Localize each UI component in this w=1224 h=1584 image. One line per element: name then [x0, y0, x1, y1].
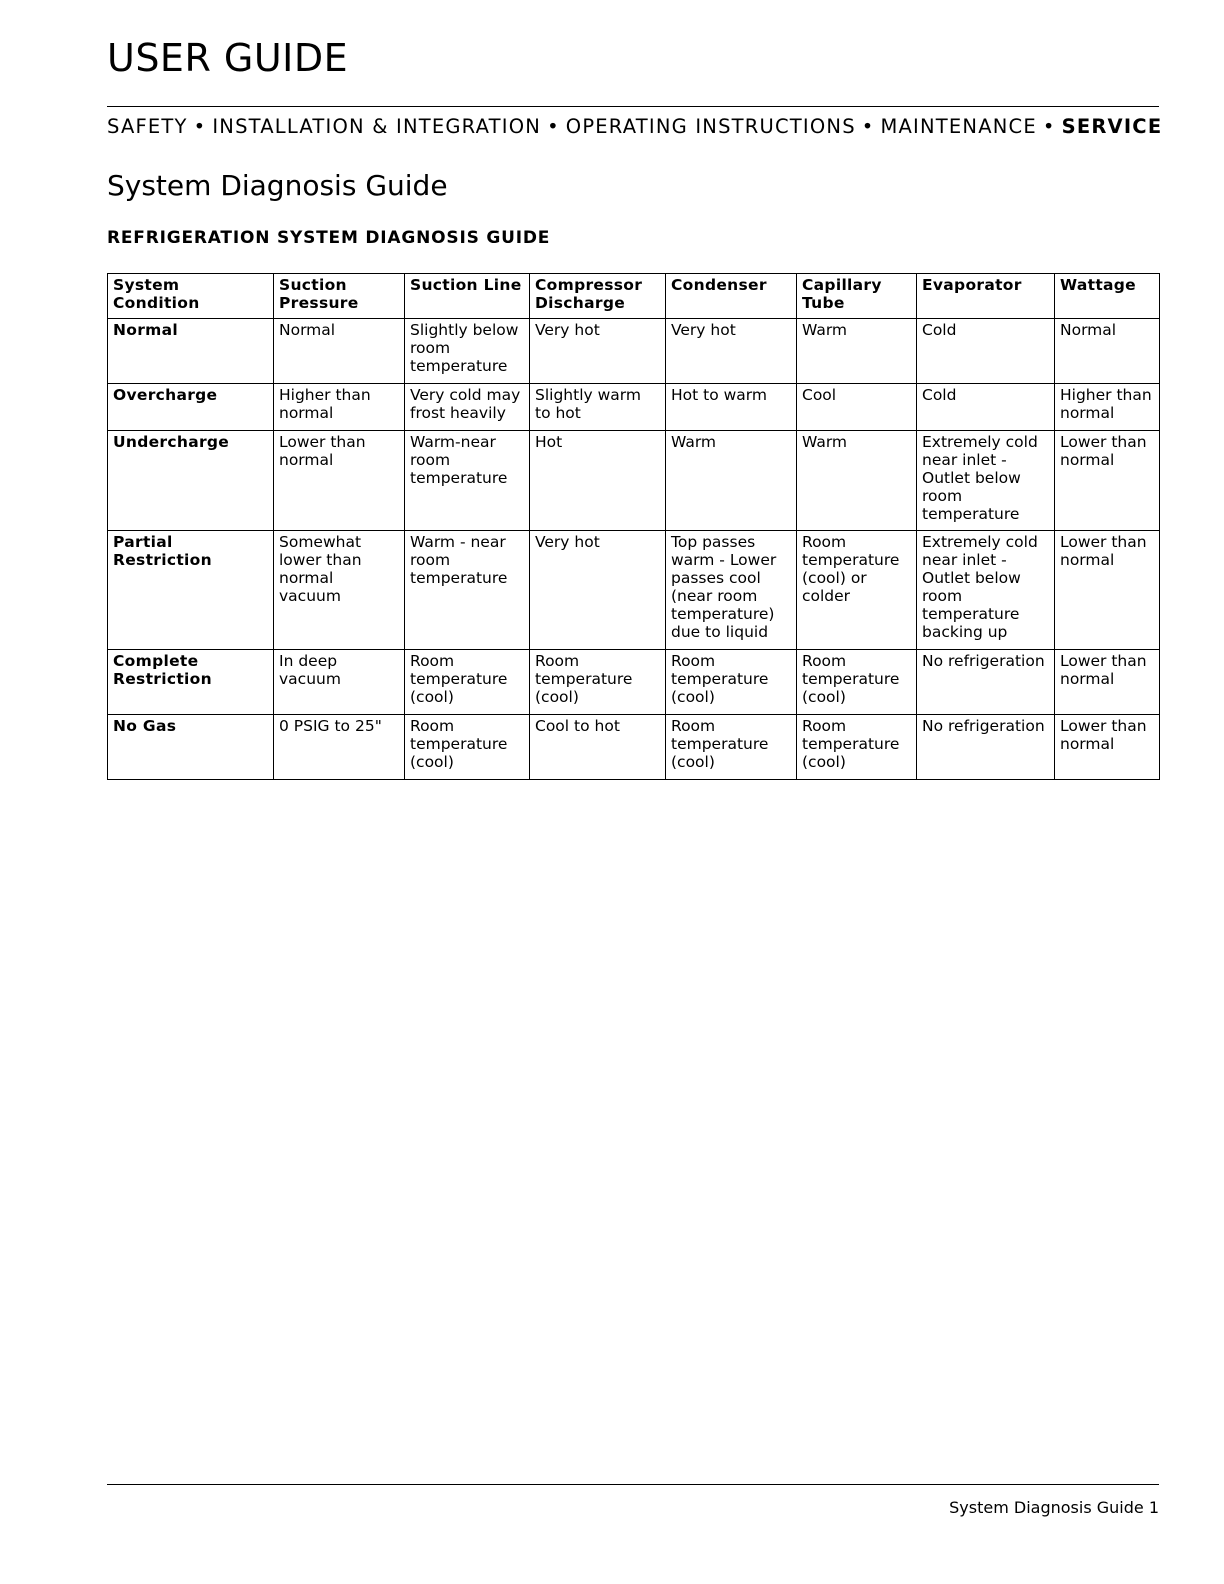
- table-cell: Very cold may frost heavily: [405, 384, 530, 431]
- subsection-title: REFRIGERATION SYSTEM DIAGNOSIS GUIDE: [107, 228, 551, 248]
- table-header-row: [108, 274, 1160, 319]
- table-cell: Very hot: [530, 319, 666, 384]
- section-nav: [107, 115, 1163, 139]
- table-cell: Warm: [797, 319, 917, 384]
- row-condition: Normal: [108, 319, 274, 384]
- footer-divider: [107, 1484, 1159, 1485]
- table-cell: Room temperature (cool): [405, 650, 530, 715]
- table-cell: Lower than normal: [1055, 431, 1160, 531]
- nav-item-service: SERVICE: [1061, 115, 1163, 138]
- nav-item-installation: INSTALLATION & INTEGRATION: [212, 115, 542, 138]
- table-cell: 0 PSIG to 25": [274, 715, 405, 780]
- table-cell: Normal: [1055, 319, 1160, 384]
- diagnosis-table: [107, 273, 1160, 780]
- table-row: [108, 431, 1160, 531]
- row-condition: Partial Restriction: [108, 531, 274, 650]
- table-cell: Room temperature (cool) or colder: [797, 531, 917, 650]
- row-condition: Complete Restriction: [108, 650, 274, 715]
- table-cell: Warm: [797, 431, 917, 531]
- table-cell: Warm - near room temperature: [405, 531, 530, 650]
- column-header: Evaporator: [917, 274, 1055, 319]
- page-footer: System Diagnosis Guide 1: [949, 1498, 1159, 1517]
- table-row: [108, 650, 1160, 715]
- table-cell: Lower than normal: [1055, 531, 1160, 650]
- table-cell: Very hot: [666, 319, 797, 384]
- column-header: Suction Line: [405, 274, 530, 319]
- column-header: Compressor Discharge: [530, 274, 666, 319]
- table-cell: Somewhat lower than normal vacuum: [274, 531, 405, 650]
- column-header: Condenser: [666, 274, 797, 319]
- column-header: System Condition: [108, 274, 274, 319]
- table-cell: Hot to warm: [666, 384, 797, 431]
- nav-separator: •: [861, 115, 875, 138]
- table-cell: Warm-near room temperature: [405, 431, 530, 531]
- table-cell: Room temperature (cool): [530, 650, 666, 715]
- table-cell: Cool: [797, 384, 917, 431]
- column-header: Wattage: [1055, 274, 1160, 319]
- nav-item-operating-instructions: OPERATING INSTRUCTIONS: [565, 115, 856, 138]
- table-cell: Warm: [666, 431, 797, 531]
- table-cell: Room temperature (cool): [666, 650, 797, 715]
- table-cell: Cold: [917, 384, 1055, 431]
- row-condition: No Gas: [108, 715, 274, 780]
- table-cell: No refrigeration: [917, 650, 1055, 715]
- column-header: Suction Pressure: [274, 274, 405, 319]
- table-cell: Lower than normal: [1055, 715, 1160, 780]
- table-cell: Very hot: [530, 531, 666, 650]
- table-cell: Normal: [274, 319, 405, 384]
- doc-title: USER GUIDE: [107, 36, 349, 80]
- nav-separator: •: [1042, 115, 1056, 138]
- nav-separator: •: [547, 115, 560, 138]
- column-header: Capillary Tube: [797, 274, 917, 319]
- table-cell: Extremely cold near inlet - Outlet below room temperature: [917, 431, 1055, 531]
- table-cell: Top passes warm - Lower passes cool (near room temperature) due to liquid: [666, 531, 797, 650]
- nav-item-safety: SAFETY: [107, 115, 188, 138]
- table-cell: Cold: [917, 319, 1055, 384]
- table-cell: Slightly warm to hot: [530, 384, 666, 431]
- section-title: System Diagnosis Guide: [107, 169, 448, 202]
- table-cell: Slightly below room temperature: [405, 319, 530, 384]
- table-cell: Lower than normal: [1055, 650, 1160, 715]
- table-cell: Extremely cold near inlet - Outlet below room temperature backing up: [917, 531, 1055, 650]
- table-row: [108, 715, 1160, 780]
- table-row: [108, 319, 1160, 384]
- table-cell: Room temperature (cool): [666, 715, 797, 780]
- table-cell: Lower than normal: [274, 431, 405, 531]
- table-row: [108, 531, 1160, 650]
- row-condition: Overcharge: [108, 384, 274, 431]
- nav-separator: •: [193, 115, 207, 138]
- table-cell: Higher than normal: [274, 384, 405, 431]
- table-cell: Cool to hot: [530, 715, 666, 780]
- table-cell: In deep vacuum: [274, 650, 405, 715]
- nav-item-maintenance: MAINTENANCE: [880, 115, 1037, 138]
- table-cell: Higher than normal: [1055, 384, 1160, 431]
- table-cell: Hot: [530, 431, 666, 531]
- table-row: [108, 384, 1160, 431]
- table-cell: Room temperature (cool): [797, 650, 917, 715]
- table-cell: Room temperature (cool): [405, 715, 530, 780]
- document-page: [107, 0, 1163, 1584]
- row-condition: Undercharge: [108, 431, 274, 531]
- table-cell: Room temperature (cool): [797, 715, 917, 780]
- header-divider: [107, 106, 1159, 107]
- table-cell: No refrigeration: [917, 715, 1055, 780]
